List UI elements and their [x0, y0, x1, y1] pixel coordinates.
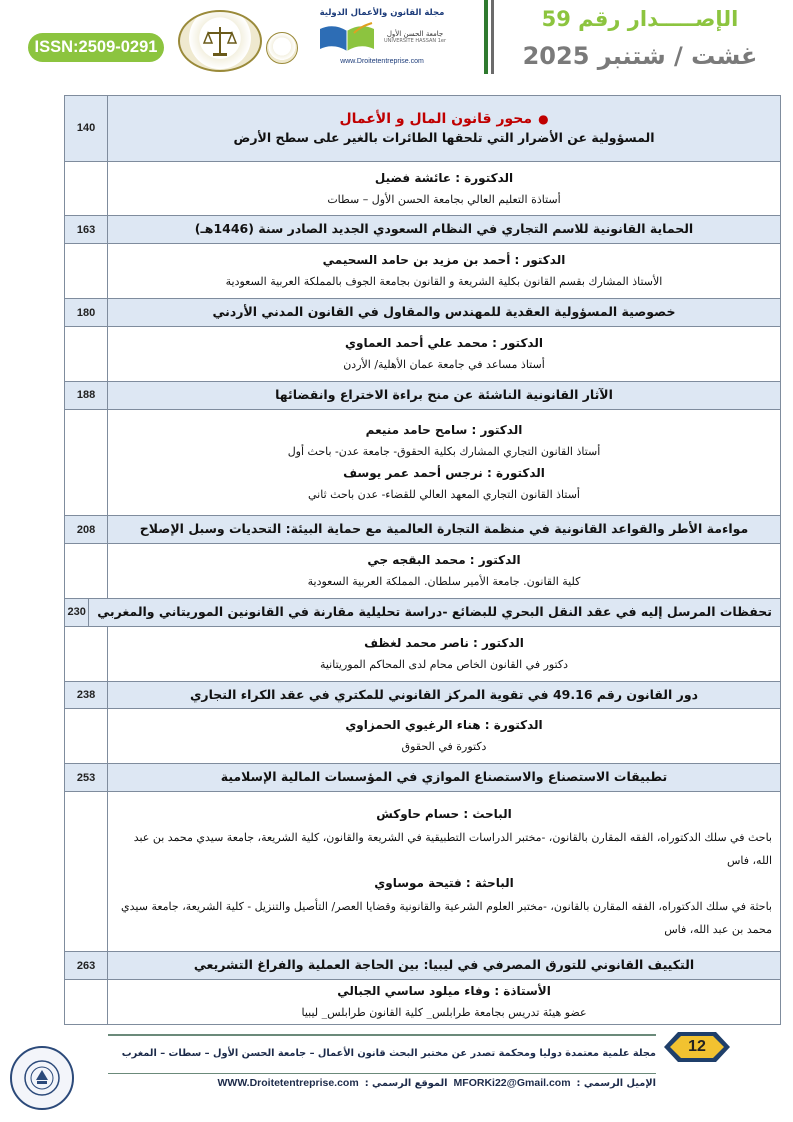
toc-title-row: [65, 216, 780, 244]
article-title: تطبيقات الاستصناع والاستصناع الموازي في المؤسسات المالية الإسلامية: [220, 769, 668, 785]
article-title: التكييف القانوني للتورق المصرفي في ليبيا: بين الحاجة العملية والفراغ التشريعي: [193, 957, 695, 973]
toc-title-row: [65, 682, 780, 710]
issue-number: الإصـــــدار رقم 59: [541, 7, 739, 31]
author-name: الدكتورة : نرجس أحمد عمر يوسف: [343, 466, 545, 481]
page-number-cell: 180: [65, 299, 108, 326]
toc-authors-row: [65, 162, 780, 217]
toc-title-row: [65, 764, 780, 792]
author-name: الباحث : حسام حاوكش: [376, 806, 512, 821]
page-number-cell-empty: [65, 327, 108, 381]
article-title: الآثار القانونية الناشئة عن منح براءة الاختراع وانقضائها: [275, 386, 613, 402]
page-number-cell-empty: [65, 792, 108, 951]
author-affiliation: كلية القانون. جامعة الأمير سلطان. المملكة العربية السعودية: [307, 574, 581, 588]
toc-authors-row: [65, 709, 780, 764]
article-title: مواءمة الأطر والقواعد القانونية في منظمة التجارة العالمية مع حماية البيئة: التحديات وسبل الإصلاح: [139, 521, 749, 537]
author-name: الدكتورة : عائشة فضيل: [374, 170, 514, 185]
page-number-badge: [662, 1029, 732, 1065]
toc-authors-row: [65, 244, 780, 299]
toc-title-row: [65, 382, 780, 410]
page-number-cell-empty: [65, 980, 108, 1024]
page-number-cell: 230: [65, 599, 89, 626]
page-number-cell: 238: [65, 682, 108, 709]
university-name: جامعة الحسن الأول: [386, 30, 444, 39]
toc-authors-row: [65, 627, 780, 682]
author-name: الباحثة : فتيحة موساوي: [374, 875, 514, 890]
issue-date: غشت / شتنبر 2025: [522, 42, 758, 70]
page-number-cell-empty: [65, 627, 108, 681]
author-name: الدكتور : أحمد بن مزيد بن حامد السحيمي: [322, 253, 566, 268]
article-title: الحماية القانونية للاسم التجاري في النظام السعودي الجديد الصادر سنة (1446هـ): [194, 221, 694, 237]
article-title: خصوصية المسؤولية العقدية للمهندس والمقاول في القانون المدني الأردني: [212, 304, 676, 320]
footer-contact: [108, 1077, 656, 1089]
author-affiliation: أستاذ مساعد في جامعة عمان الأهلية/ الأردن: [343, 357, 545, 371]
author-affiliation: أستاذ القانون التجاري المعهد العالي للقضاء- عدن باحث ثاني: [308, 488, 580, 502]
page-number-cell: 188: [65, 382, 108, 409]
university-block: [384, 31, 446, 44]
page-number-cell: 208: [65, 516, 108, 543]
bullet-icon: ●: [538, 112, 549, 127]
author-name: الدكتور : محمد البقجه جي: [367, 553, 521, 568]
toc-authors-row: [65, 544, 780, 599]
toc-authors-row: [65, 410, 780, 517]
seal-emblem-icon: [22, 1058, 62, 1098]
header-divider-green: [484, 0, 488, 74]
toc-title-row: [65, 952, 780, 980]
article-title: دور القانون رقم 49.16 في تقوية المركز القانوني للمكتري في عقد الكراء التجاري: [189, 686, 699, 702]
article-title: المسؤولية عن الأضرار التي تلحقها الطائرات بالغير على سطح الأرض: [233, 129, 655, 145]
issn-badge: ISSN:2509-0291: [28, 33, 164, 62]
page-number-cell: 253: [65, 764, 108, 791]
footer-divider-bottom: [108, 1073, 656, 1074]
journal-name: مجلة القانون والأعمال الدولية: [319, 8, 445, 18]
toc-authors-row: [65, 792, 780, 952]
page-number-cell-empty: [65, 410, 108, 516]
author-name: الدكتور : سامح حامد منيعم: [365, 422, 523, 437]
author-affiliation: باحث في سلك الدكتوراه، الفقه المقارن بالقانون، -مختبر الدراسات التطبيقية في الشريعة والقانون، كلية الشريعة، جامعة سيدي محمد بن عبد الله، فاس: [133, 830, 772, 867]
toc-title-row: [65, 516, 780, 544]
page-number-cell: 263: [65, 952, 108, 979]
scales-of-justice-icon: [200, 21, 240, 61]
footer-divider-top: [108, 1034, 656, 1036]
toc-authors-row: [65, 327, 780, 382]
author-affiliation: دكتورة في الحقوق: [401, 740, 487, 754]
author-affiliation: باحثة في سلك الدكتوراه، الفقه المقارن بالقانون، -مختبر العلوم الشرعية والقانونية وقضايا العصر/ التأصيل والتنزيل - كلية الشريعة، جامعة سيدي محمد بن عبد الله، فاس: [121, 899, 772, 936]
author-affiliation: الأستاذ المشارك بقسم القانون بكلية الشريعة و القانون بجامعة الجوف بالمملكة العربية السعودية: [225, 275, 663, 289]
toc-title-row: [65, 299, 780, 327]
toc-title-row: [65, 96, 780, 162]
page-number-cell-empty: [65, 709, 108, 763]
toc-title-row: [65, 599, 780, 627]
website-link[interactable]: WWW.Droitetentreprise.com: [217, 1077, 359, 1089]
site-label: الموقع الرسمي :: [364, 1077, 448, 1089]
email-link[interactable]: MFORKi22@Gmail.com: [453, 1077, 571, 1089]
open-book-icon: [318, 21, 376, 55]
director-seal-logo: [10, 1046, 74, 1110]
journal-logo: [282, 8, 482, 70]
footer-description: مجلة علمية معتمدة دوليا ومحكمة تصدر عن مختبر البحث قانون الأعمال – جامعة الحسن الأول – سطات – المغرب: [121, 1048, 656, 1059]
university-latin-name: UNIVERSITE HASSAN 1er: [383, 38, 447, 45]
author-name: الدكتور : ناصر محمد لغظف: [364, 635, 524, 650]
page-number-cell: 140: [65, 96, 108, 161]
page-number-cell-empty: [65, 244, 108, 298]
author-affiliation: عضو هيئة تدريس بجامعة طرابلس_ كلية القانون طرابلس_ ليبيا: [301, 1006, 587, 1020]
author-name: الدكتور : محمد علي أحمد العماوي: [345, 336, 543, 351]
email-label: الإميل الرسمي :: [576, 1077, 656, 1089]
author-affiliation: دكتور في القانون الخاص محام لدى المحاكم الموريتانية: [319, 657, 569, 671]
lab-seal-logo: [178, 10, 262, 72]
page-number-cell: 163: [65, 216, 108, 243]
author-name: الدكتورة : هناء الرغيوي الحمزاوي: [345, 718, 543, 733]
author-affiliation: أستاذ القانون التجاري المشارك بكلية الحقوق- جامعة عدن- باحث أول: [287, 444, 601, 458]
page-number-cell-empty: [65, 162, 108, 216]
author-affiliation: أستاذة التعليم العالي بجامعة الحسن الأول – سطات: [327, 192, 561, 206]
journal-logo-website: www.Droitetentreprise.com: [340, 58, 424, 65]
page-number-cell-empty: [65, 544, 108, 598]
author-name: الأستاذة : وفاء ميلود ساسي الجبالي: [337, 984, 551, 999]
axis-title: ●محور قانون المال و الأعمال: [339, 111, 549, 128]
page-number: 12: [688, 1038, 706, 1055]
header-divider-gray: [491, 0, 494, 74]
toc-authors-row: [65, 980, 780, 1024]
article-title: تحفظات المرسل إليه في عقد النقل البحري للبضائع -دراسة تحليلية مقارنة في القانونين الموريتاني والمغربي: [97, 603, 772, 619]
table-of-contents: [64, 95, 781, 1025]
